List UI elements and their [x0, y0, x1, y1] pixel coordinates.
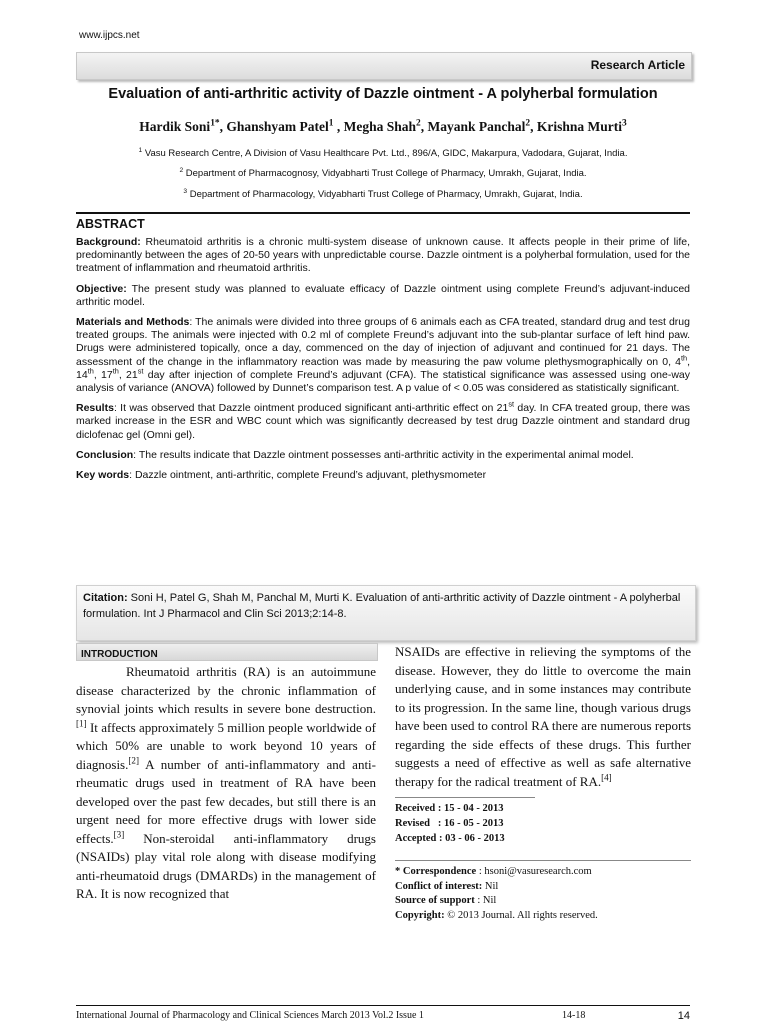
author-sup: 2: [416, 118, 421, 129]
methods-text: , 21: [118, 368, 138, 381]
article-footnote: [395, 860, 691, 923]
author-name: Ghanshyam Patel: [226, 119, 329, 134]
article-dates: [395, 797, 535, 846]
methods-text: : The animals were divided into three groups of 6 animals each as CFA treated, standard drug and test drug treated groups. The animals were injected with 0.2 ml of complete Freund’s adjuvant into the sub-plantar surface of left hind paw. Drugs were administered topically, once a day, commenced on the day of injection of adjuvant and continued for 21 days. The assessment of the change in the inflammatory reaction was made by measuring the paw volume plethysmographically on 0, 4: [76, 316, 690, 368]
copyright-line: [395, 909, 691, 924]
methods-label: Materials and Methods: [76, 316, 190, 329]
methods-text: , 17: [93, 368, 113, 381]
background-label: Background:: [76, 236, 141, 248]
copyright-value: © 2013 Journal. All rights reserved.: [444, 909, 598, 921]
abstract-section: [76, 212, 690, 489]
conflict-value: Nil: [482, 880, 499, 892]
support-value: : Nil: [474, 895, 497, 906]
conflict-label: Conflict of interest:: [395, 880, 483, 892]
results-text: : It was observed that Dazzle ointment produced significant anti-arthritic effect on 21: [113, 402, 509, 415]
correspondence-line: [395, 865, 691, 880]
article-type-label: Research Article: [590, 58, 685, 72]
page-footer: [76, 1005, 690, 1022]
affiliation: [76, 168, 690, 179]
citation-label: Citation:: [83, 592, 128, 604]
reference-marker[interactable]: [1]: [76, 718, 87, 729]
ordinal-sup: th: [112, 366, 119, 376]
received-date: Received : 15 - 04 - 2013: [395, 803, 504, 814]
conclusion-label: Conclusion: [76, 448, 134, 461]
intro-text: It affects approximately 5 million people worldwide of which 50% are unable to work beyond 10 years of diagnosis.: [76, 719, 376, 772]
abstract-conclusion: [76, 449, 690, 462]
article-title: Evaluation of anti-arthritic activity of Dazzle ointment - A polyherbal formulation: [108, 86, 658, 102]
article-type-bar: [76, 52, 692, 80]
abstract-methods: [76, 316, 690, 395]
author-name: Krishna Murti: [536, 119, 622, 134]
keywords-label: Key words: [76, 469, 130, 482]
intro-text: Non-steroidal anti-inflammatory drugs (NSAIDs) play vital role along with disease modifying anti-rheumatoid drugs (DMARDs) in the management of RA. It is now recognized that: [76, 830, 376, 901]
abstract-keywords: [76, 469, 690, 482]
left-column: [76, 643, 376, 904]
site-url: www.ijpcs.net: [79, 30, 140, 41]
abstract-objective: [76, 283, 690, 309]
author-separator: ,: [530, 119, 537, 134]
introduction-paragraph-continued: [395, 643, 691, 791]
author-name: Mayank Panchal: [427, 119, 526, 134]
background-text: Rheumatoid arthritis is a chronic multi-system disease of unknown cause. It affects people in their prime of life, predominantly between the ages of 20-50 years with unpredictable course. Dazzle ointment is a polyherbal formulation, used for the treatment of inflammation and rheumatoid arthritis.: [76, 236, 690, 275]
ordinal-sup: st: [137, 366, 144, 376]
author-sup: 3: [621, 118, 627, 129]
methods-text: , 14: [76, 355, 690, 381]
abstract-results: [76, 399, 690, 442]
footer-journal: International Journal of Pharmacology and Clinical Sciences March 2013 Vol.2 Issue 1: [76, 1010, 424, 1021]
intro-text: Rheumatoid arthritis (RA) is an autoimmune disease characterized by the chronic inflammation of synovial joints which results in severe bone destruction.: [76, 664, 376, 716]
results-label: Results: [76, 402, 114, 415]
reference-marker[interactable]: [4]: [601, 772, 612, 783]
results-text: day. In CFA treated group, there was marked increase in the ESR and WBC count which was significantly decreased by test drug Dazzle ointment and standard drug diclofenac gel (Omni gel).: [76, 402, 690, 441]
introduction-heading-bar: [76, 643, 378, 661]
author-separator: ,: [219, 119, 227, 134]
affiliation: [76, 189, 690, 200]
abstract-heading: ABSTRACT: [76, 217, 145, 231]
intro-text: A number of anti-inflammatory and anti-rheumatic drugs used in treatment of RA have been developed over the past few decades, but still there is an urgent need for more effective drugs with lower side effects.: [76, 756, 376, 846]
affiliation-sup: 1: [138, 146, 143, 154]
ordinal-sup: th: [87, 366, 94, 376]
affiliation-sup: 3: [183, 187, 188, 195]
conclusion-text: : The results indicate that Dazzle ointment possesses anti-arthritic activity in the experimental animal model.: [133, 448, 634, 461]
keywords-text: : Dazzle ointment, anti-arthritic, complete Freund’s adjuvant, plethysmometer: [129, 469, 487, 482]
author-sup: 1*: [210, 118, 220, 129]
footer-page-range: 14-18: [562, 1010, 586, 1021]
page-number: 14: [677, 1010, 690, 1022]
objective-text: The present study was planned to evaluate efficacy of Dazzle ointment using complete Freund’s adjuvant-induced arthritic model.: [76, 282, 690, 308]
citation-text: Soni H, Patel G, Shah M, Panchal M, Murti K. Evaluation of anti-arthritic activity of Dazzle ointment - A polyherbal formulation. Int J Pharmacol and Clin Sci 2013;2:14-8.: [83, 592, 681, 620]
author-name: Hardik Soni: [139, 119, 211, 134]
author-list: [76, 119, 690, 135]
intro-text: NSAIDs are effective in relieving the symptoms of the disease. However, they do little to overcome the main underlying cause, and in some instances may contribute to its progression. In the same line, though various drugs have been used to control RA there are numerous reports regarding the side effects of these drugs. This further suggests a need of effective as well as safe alternative therapy for the radical treatment of RA.: [395, 644, 691, 789]
copyright-label: Copyright:: [395, 909, 445, 921]
affiliation-text: Department of Pharmacology, Vidyabharti Trust College of Pharmacy, Umrakh, Gujarat, India.: [189, 189, 583, 200]
correspondence-email[interactable]: : hsoni@vasuresearch.com: [476, 866, 592, 877]
author-sup: 2: [525, 118, 531, 129]
introduction-heading: INTRODUCTION: [81, 649, 158, 660]
author-name: Megha Shah: [343, 119, 417, 134]
reference-marker[interactable]: [3]: [113, 829, 125, 840]
support-line: [395, 894, 691, 909]
objective-label: Objective:: [76, 282, 127, 295]
accepted-date: Accepted : 03 - 06 - 2013: [395, 833, 505, 844]
methods-text: day after injection of complete Freund’s adjuvant (CFA). The statistical significance was assessed using one-way analysis of variance (ANOVA) followed by Dunnet’s comparison test. A p value of < 0.05 was considered as statistically significant.: [76, 368, 691, 395]
conflict-line: [395, 880, 691, 895]
correspondence-label: * Correspondence: [395, 866, 477, 877]
affiliation: [76, 148, 690, 159]
right-column: [395, 643, 691, 923]
support-label: Source of support: [395, 895, 475, 906]
affiliation-text: Department of Pharmacognosy, Vidyabharti Trust College of Pharmacy, Umrakh, Gujarat, India.: [185, 168, 587, 179]
revised-date: Revised : 16 - 05 - 2013: [395, 818, 504, 829]
citation-box: [76, 585, 696, 641]
reference-marker[interactable]: [2]: [128, 755, 139, 766]
author-separator: ,: [333, 119, 344, 134]
ordinal-sup: st: [508, 399, 515, 409]
ordinal-sup: th: [680, 353, 688, 363]
author-separator: ,: [420, 119, 428, 134]
abstract-background: [76, 236, 690, 276]
affiliation-text: Vasu Research Centre, A Division of Vasu Healthcare Pvt. Ltd., 896/A, GIDC, Makarpura, Vadodara, Gujarat, India.: [144, 148, 628, 159]
author-sup: 1: [328, 118, 334, 129]
introduction-paragraph: [76, 663, 376, 904]
affiliation-sup: 2: [179, 166, 184, 174]
